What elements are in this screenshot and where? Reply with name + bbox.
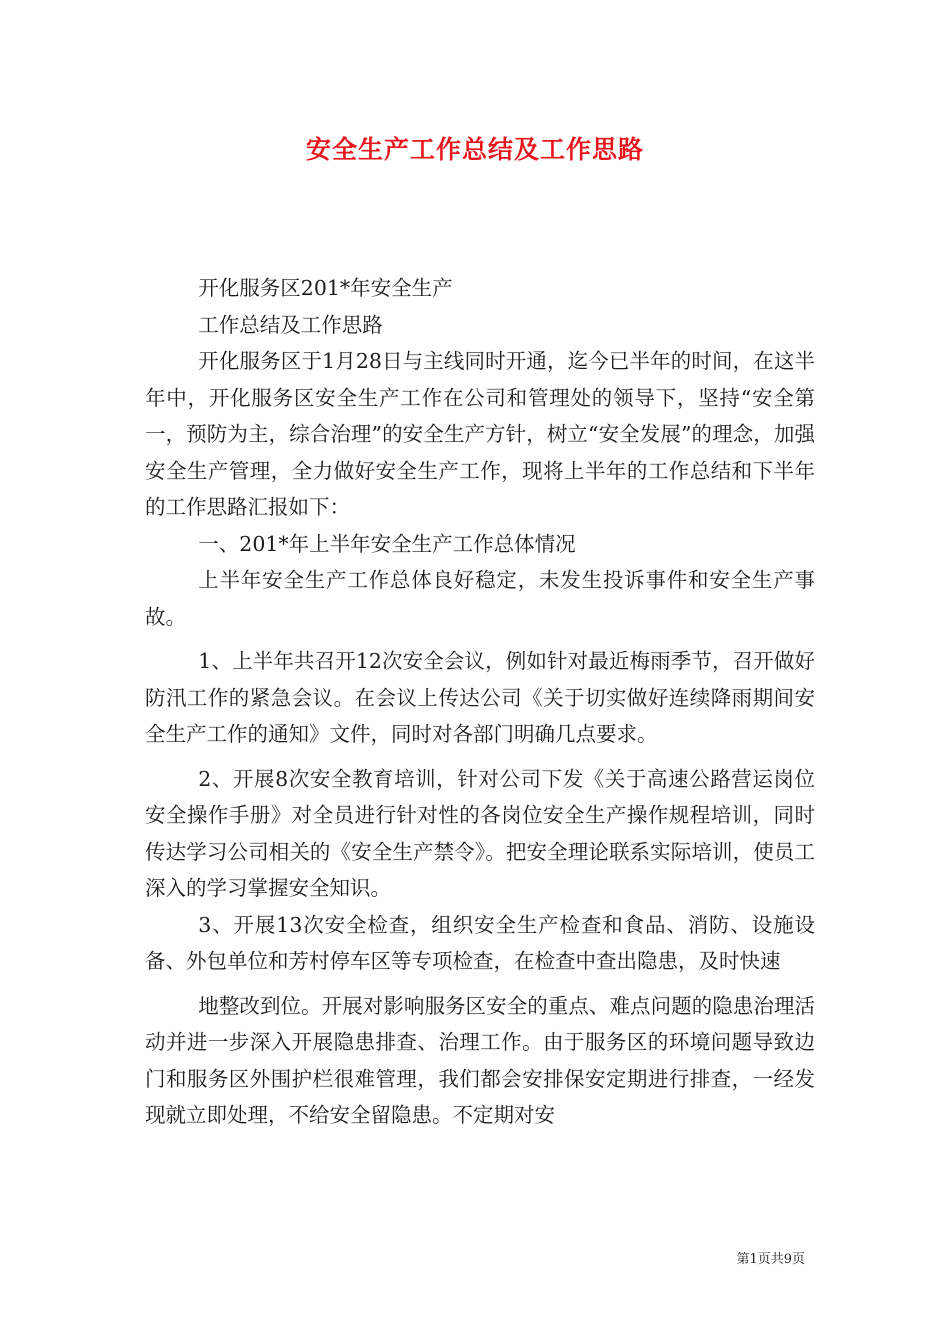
paragraph-2: 工作总结及工作思路 — [198, 312, 383, 337]
page-number: 第1页共9页 — [736, 1252, 805, 1267]
paragraph-9: 地整改到位。开展对影响服务区安全的重点、难点问题的隐患治理活动并进一步深入开展隐患排查、治理工作。由于服务区的环境问题导致边门和服务区外围护栏很难管理，我们都会安排保安定期进行排查，一经发现就立即处理，不给安全留隐患。不定期对安 — [145, 993, 815, 1127]
paragraph-7: 2、开展8次安全教育培训，针对公司下发《关于高速公路营运岗位安全操作手册》对全员进行针对性的各岗位安全生产操作规程培训，同时传达学习公司相关的《安全生产禁令》。把安全理论联系实际培训，使员工深入的学习掌握安全知识。 — [145, 766, 815, 900]
paragraph-4: 一、201*年上半年安全生产工作总体情况 — [198, 531, 576, 556]
paragraph-3: 开化服务区于1月28日与主线同时开通，迄今已半年的时间，在这半年中，开化服务区安全生产工作在公司和管理处的领导下，坚持“安全第一，预防为主，综合治理”的安全生产方针，树立“安全发展”的理念，加强安全生产管理，全力做好安全生产工作，现将上半年的工作总结和下半年的工作思路汇报如下： — [145, 349, 815, 519]
paragraph-1: 开化服务区201*年安全生产 — [198, 276, 453, 300]
paragraph-8: 3、开展13次安全检查，组织安全生产检查和食品、消防、设施设备、外包单位和芳村停车区等专项检查，在检查中查出隐患，及时快速 — [145, 912, 815, 973]
paragraph-5: 上半年安全生产工作总体良好稳定，未发生投诉事件和安全生产事故。 — [145, 568, 815, 629]
document-title: 安全生产工作总结及工作思路 — [305, 135, 644, 164]
paragraph-6: 1、上半年共召开12次安全会议，例如针对最近梅雨季节，召开做好防汛工作的紧急会议。在会议上传达公司《关于切实做好连续降雨期间安全生产工作的通知》文件，同时对各部门明确几点要求。 — [145, 649, 815, 746]
document-body — [145, 270, 815, 1134]
